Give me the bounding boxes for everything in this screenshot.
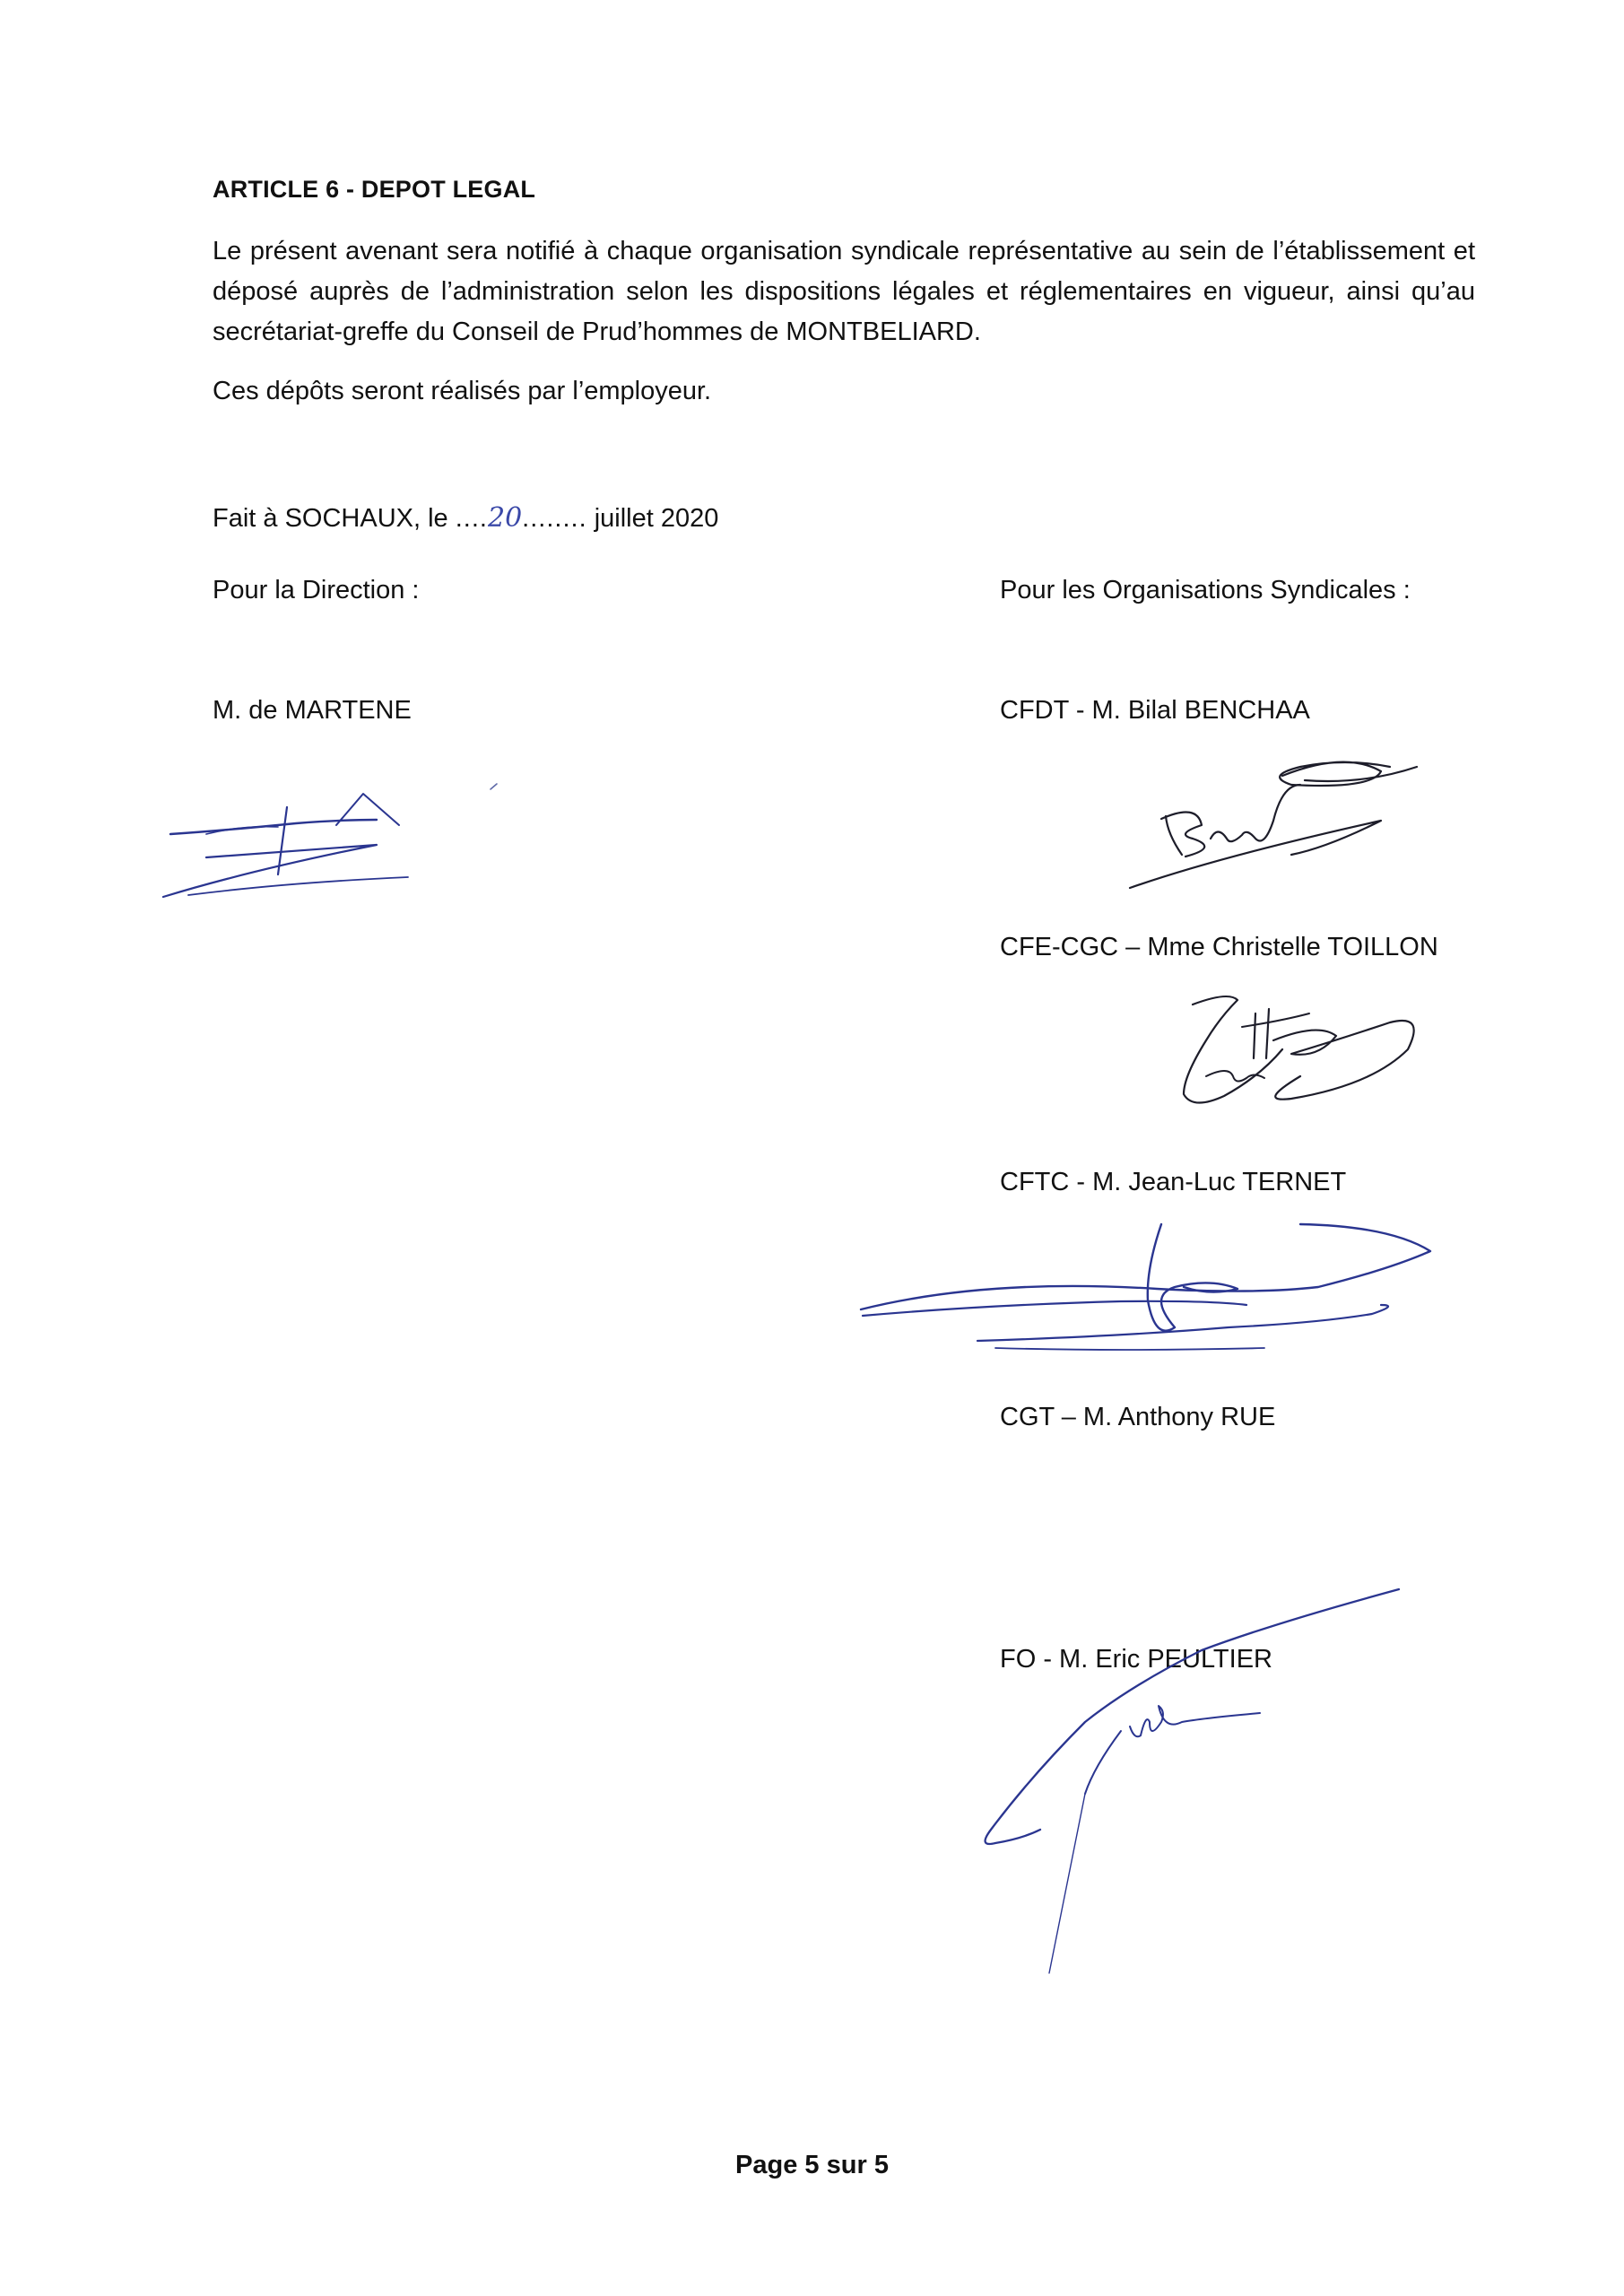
unions-heading: Pour les Organisations Syndicales :	[1000, 576, 1411, 604]
stray-ink-mark	[489, 778, 507, 796]
date-dots-before: ....	[455, 504, 488, 533]
signatory-cftc: CFTC - M. Jean-Luc TERNET	[1000, 1168, 1347, 1196]
signatory-cgt: CGT – M. Anthony RUE	[1000, 1403, 1276, 1431]
direction-heading: Pour la Direction :	[213, 576, 420, 604]
signature-de-martene	[152, 771, 421, 906]
page-footer-prefix: Page	[735, 2151, 805, 2179]
page-number-current: 5	[804, 2151, 820, 2179]
signing-place-date	[213, 502, 718, 534]
page-number-total: 5	[873, 2151, 889, 2179]
signature-fo	[951, 1587, 1417, 1991]
article-paragraph-employer: Ces dépôts seront réalisés par l’employeur.	[213, 377, 712, 405]
date-dots-after: ........	[522, 504, 587, 533]
signatory-cfdt: CFDT - M. Bilal BENCHAA	[1000, 696, 1310, 725]
signatory-cfe-cgc: CFE-CGC – Mme Christelle TOILLON	[1000, 933, 1438, 961]
direction-signatory: M. de MARTENE	[213, 696, 412, 725]
signature-cfdt	[1112, 749, 1435, 901]
signature-cfe-cgc	[1157, 987, 1435, 1121]
signatory-fo: FO - M. Eric PEULTIER	[1000, 1645, 1272, 1674]
page-footer-middle: sur	[819, 2151, 874, 2179]
signing-month-year: juillet 2020	[586, 504, 719, 533]
handwritten-day: 20	[487, 502, 523, 534]
signature-cftc	[852, 1215, 1435, 1368]
article-heading: ARTICLE 6 - DEPOT LEGAL	[213, 176, 536, 203]
article-paragraph: Le présent avenant sera notifié à chaque organisation syndicale représentative au sein de l’établissement et déposé auprès de l’administration selon les dispositions légales et réglementaires en vigueur, ainsi qu’au secrétariat-greffe du Conseil de Prud’hommes de MONTBELIARD.	[213, 237, 1475, 346]
page-footer	[0, 2151, 1624, 2180]
signing-place: Fait à SOCHAUX, le	[213, 504, 456, 533]
